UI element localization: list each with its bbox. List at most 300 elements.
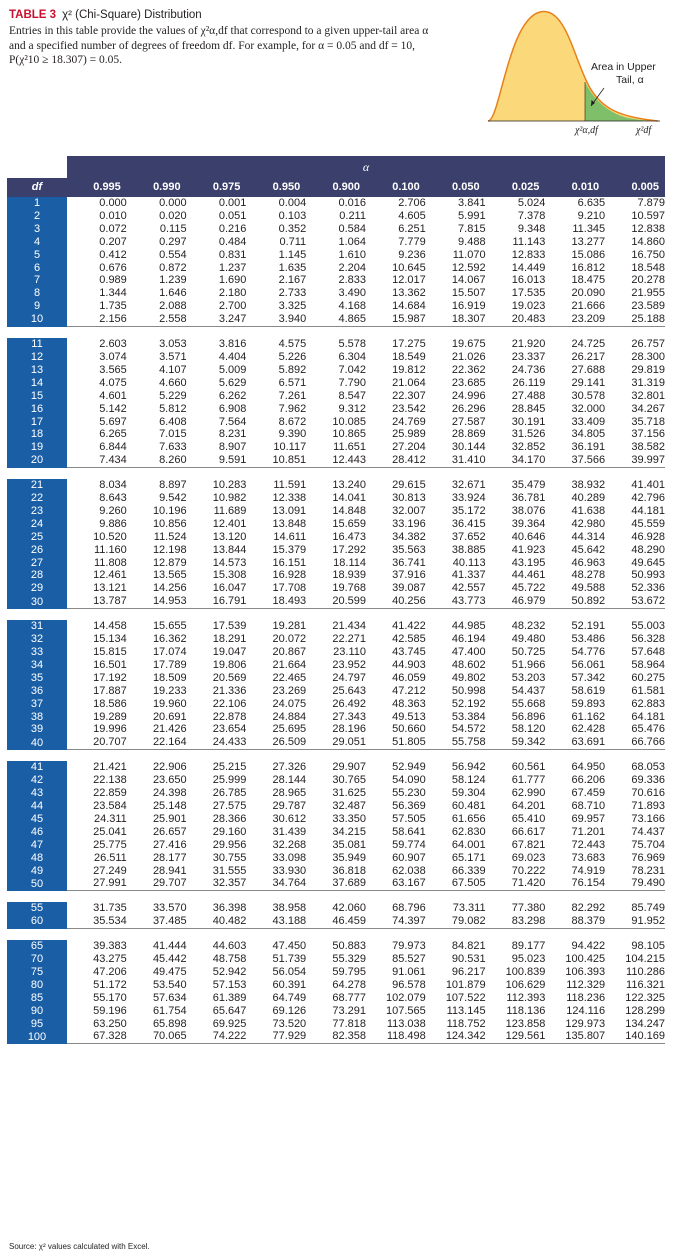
value-cell: 49.802 (451, 671, 486, 684)
value-cell: 61.754 (152, 1004, 187, 1017)
value-cell: 36.398 (212, 902, 247, 915)
value-cell: 67.505 (426, 877, 486, 890)
value-cell: 41.638 (571, 504, 606, 517)
value-cell: 15.815 (93, 646, 127, 658)
table-row (7, 595, 665, 608)
value-cell: 6.304 (338, 350, 366, 363)
value-cell: 9.260 (99, 504, 127, 517)
value-cell: 32.671 (451, 479, 486, 492)
value-cell: 28.177 (152, 851, 187, 864)
chi-square-table (7, 156, 665, 1044)
value-cell: 31.526 (511, 428, 546, 441)
table-row (7, 210, 665, 223)
value-cell: 69.336 (631, 774, 665, 787)
table-row (7, 557, 665, 570)
value-cell: 18.493 (246, 595, 306, 608)
value-cell: 1.646 (159, 287, 187, 300)
value-cell: 11.143 (512, 235, 546, 248)
alpha-column-header: 0.010 (545, 178, 605, 197)
value-cell: 17.275 (392, 338, 426, 351)
table-row (7, 813, 665, 826)
value-cell: 44.181 (631, 504, 665, 517)
value-cell: 15.655 (152, 620, 187, 633)
alpha-column-header: 0.990 (127, 178, 187, 197)
value-cell: 74.919 (571, 864, 606, 877)
table-row (7, 852, 665, 865)
table-row (7, 518, 665, 531)
value-cell: 44.314 (571, 530, 606, 543)
value-cell: 24.736 (511, 363, 546, 376)
table-row (7, 403, 665, 416)
value-cell: 2.167 (278, 274, 307, 287)
value-cell: 0.584 (338, 222, 366, 235)
value-cell: 82.292 (571, 902, 606, 915)
value-cell: 65.410 (511, 812, 546, 825)
value-cell: 0.010 (99, 209, 127, 222)
value-cell: 1.344 (99, 287, 127, 300)
value-cell: 20.867 (272, 646, 307, 658)
value-cell: 82.358 (306, 1030, 366, 1043)
df-cell: 11 (7, 338, 67, 351)
value-cell: 3.053 (159, 338, 187, 351)
value-cell: 21.434 (332, 620, 366, 633)
value-cell: 7.815 (458, 222, 486, 235)
value-cell: 4.075 (99, 376, 127, 389)
value-cell: 129.561 (486, 1030, 546, 1043)
value-cell: 52.949 (392, 761, 426, 774)
value-cell: 55.170 (93, 991, 127, 1004)
value-cell: 0.412 (99, 248, 127, 261)
value-cell: 38.932 (571, 479, 606, 492)
df-cell: 6 (7, 262, 67, 275)
value-cell: 13.121 (93, 582, 127, 595)
value-cell: 65.476 (631, 723, 665, 736)
table-row (7, 249, 665, 262)
df-cell: 95 (7, 1018, 67, 1031)
group-separator (7, 609, 665, 621)
value-cell: 29.907 (332, 761, 366, 774)
table-row (7, 736, 665, 749)
value-cell: 38.582 (631, 441, 665, 454)
value-cell: 69.126 (272, 1004, 307, 1017)
value-cell: 12.461 (93, 569, 127, 582)
value-cell: 107.565 (386, 1004, 426, 1017)
value-cell: 18.509 (152, 671, 187, 684)
table-row (7, 390, 665, 403)
df-cell: 50 (7, 877, 67, 890)
df-cell: 31 (7, 620, 67, 633)
value-cell: 65.171 (451, 851, 486, 864)
value-cell: 25.643 (332, 684, 366, 697)
value-cell: 62.990 (511, 787, 546, 800)
value-cell: 38.958 (272, 902, 307, 915)
value-cell: 1.610 (338, 248, 366, 261)
value-cell: 60.907 (392, 851, 426, 864)
value-cell: 6.571 (278, 376, 307, 389)
value-cell: 41.401 (631, 479, 665, 492)
value-cell: 70.616 (631, 787, 665, 800)
value-cell: 28.412 (366, 454, 426, 467)
value-cell: 64.181 (631, 710, 665, 723)
value-cell: 94.422 (571, 940, 606, 953)
value-cell: 27.688 (571, 363, 606, 376)
value-cell: 23.650 (152, 774, 187, 787)
value-cell: 3.940 (246, 313, 306, 326)
value-cell: 27.343 (332, 710, 366, 723)
value-cell: 20.090 (571, 287, 606, 300)
table-row (7, 531, 665, 544)
value-cell: 22.307 (392, 389, 426, 402)
value-cell: 64.749 (272, 991, 307, 1004)
value-cell: 46.059 (392, 671, 426, 684)
value-cell: 18.939 (332, 569, 366, 582)
value-cell: 3.571 (159, 350, 187, 363)
value-cell: 64.950 (571, 761, 606, 774)
value-cell: 25.148 (152, 799, 187, 812)
value-cell: 62.883 (631, 697, 665, 710)
value-cell: 44.461 (511, 569, 546, 582)
value-cell: 67.821 (511, 838, 546, 851)
value-cell: 18.548 (631, 261, 665, 274)
df-cell: 65 (7, 940, 67, 953)
value-cell: 43.188 (246, 915, 306, 928)
value-cell: 7.633 (159, 441, 187, 454)
table-row (7, 428, 665, 441)
value-cell: 10.597 (631, 209, 665, 222)
df-header: df (7, 178, 67, 197)
df-cell: 55 (7, 902, 67, 915)
value-cell: 77.929 (246, 1030, 306, 1043)
value-cell: 56.896 (511, 710, 546, 723)
value-cell: 27.416 (152, 838, 187, 851)
value-cell: 9.591 (187, 454, 247, 467)
df-cell: 22 (7, 492, 67, 505)
df-cell: 19 (7, 441, 67, 454)
value-cell: 16.750 (631, 248, 665, 261)
value-cell: 24.996 (451, 389, 486, 402)
value-cell: 21.664 (272, 658, 307, 671)
value-cell: 53.384 (451, 710, 486, 723)
value-cell: 27.488 (511, 389, 546, 402)
value-cell: 10.283 (212, 479, 247, 492)
df-cell: 46 (7, 826, 67, 839)
table-row (7, 774, 665, 787)
value-cell: 53.486 (571, 633, 606, 646)
value-cell: 39.087 (392, 582, 426, 595)
value-cell: 13.565 (152, 569, 187, 582)
value-cell: 25.901 (152, 812, 187, 825)
value-cell: 58.964 (631, 658, 665, 671)
value-cell: 68.777 (332, 991, 366, 1004)
value-cell: 29.141 (571, 376, 606, 389)
df-cell: 18 (7, 428, 67, 441)
value-cell: 11.160 (93, 543, 127, 556)
value-cell: 3.247 (187, 313, 247, 326)
value-cell: 16.047 (212, 582, 247, 595)
value-cell: 24.725 (571, 338, 606, 351)
value-cell: 12.592 (451, 261, 486, 274)
value-cell: 33.098 (272, 851, 307, 864)
value-cell: 9.488 (458, 235, 486, 248)
alpha-header-row (7, 156, 665, 178)
value-cell: 8.643 (99, 492, 127, 505)
value-cell: 18.114 (333, 556, 366, 569)
value-cell: 106.629 (505, 978, 546, 991)
value-cell: 35.534 (67, 915, 127, 928)
value-cell: 19.768 (332, 582, 366, 595)
table-row (7, 569, 665, 582)
table-row (7, 351, 665, 364)
value-cell: 110.286 (626, 965, 665, 978)
df-cell: 24 (7, 518, 67, 531)
value-cell: 25.041 (93, 825, 127, 838)
value-cell: 45.442 (152, 953, 187, 966)
value-cell: 56.942 (451, 761, 486, 774)
df-cell: 29 (7, 582, 67, 595)
value-cell: 21.064 (392, 376, 426, 389)
value-cell: 31.555 (212, 864, 247, 877)
value-cell: 38.076 (511, 504, 546, 517)
value-cell: 95.023 (511, 953, 546, 966)
value-cell: 16.812 (571, 261, 606, 274)
value-cell: 5.578 (338, 338, 366, 351)
value-cell: 59.342 (486, 736, 546, 749)
area-label-1: Area in Upper (591, 61, 656, 73)
value-cell: 61.656 (451, 812, 486, 825)
value-cell: 32.007 (392, 504, 426, 517)
value-cell: 39.997 (605, 454, 665, 467)
value-cell: 54.090 (392, 774, 426, 787)
value-cell: 30.755 (212, 851, 247, 864)
value-cell: 19.047 (212, 646, 247, 658)
table-row (7, 197, 665, 210)
df-cell: 25 (7, 531, 67, 544)
value-cell: 51.739 (272, 953, 307, 966)
value-cell: 37.916 (392, 569, 426, 582)
value-cell: 55.329 (332, 953, 366, 966)
value-cell: 12.338 (272, 492, 307, 505)
value-cell: 23.584 (93, 799, 127, 812)
table-row (7, 940, 665, 953)
table-row (7, 711, 665, 724)
value-cell: 55.758 (426, 736, 486, 749)
value-cell: 54.437 (511, 684, 546, 697)
value-cell: 0.103 (278, 209, 307, 222)
value-cell: 1.735 (99, 300, 127, 313)
df-cell: 90 (7, 1005, 67, 1018)
value-cell: 53.203 (511, 671, 546, 684)
table-row (7, 262, 665, 275)
value-cell: 7.790 (338, 376, 366, 389)
value-cell: 21.920 (511, 338, 546, 351)
value-cell: 35.172 (451, 504, 486, 517)
value-cell: 69.925 (212, 1017, 247, 1030)
value-cell: 74.437 (631, 825, 665, 838)
value-cell: 55.003 (631, 620, 665, 633)
value-cell: 64.201 (511, 799, 546, 812)
table-row (7, 1005, 665, 1018)
value-cell: 22.106 (212, 697, 247, 710)
value-cell: 24.797 (332, 671, 366, 684)
value-cell: 9.542 (159, 492, 187, 505)
value-cell: 27.991 (67, 877, 127, 890)
value-cell: 135.807 (545, 1030, 605, 1043)
value-cell: 3.490 (338, 287, 366, 300)
value-cell: 2.733 (278, 287, 307, 300)
value-cell: 8.547 (338, 389, 366, 402)
value-cell: 22.878 (212, 710, 247, 723)
value-cell: 49.513 (392, 710, 426, 723)
value-cell: 0.211 (339, 209, 366, 222)
value-cell: 66.206 (571, 774, 606, 787)
table-row (7, 544, 665, 557)
value-cell: 57.342 (571, 671, 606, 684)
value-cell: 59.304 (451, 787, 486, 800)
value-cell: 7.879 (637, 197, 665, 209)
value-cell: 32.357 (187, 877, 247, 890)
value-cell: 7.378 (517, 209, 546, 222)
alpha-label: α (67, 156, 665, 178)
value-cell: 27.587 (451, 415, 486, 428)
value-cell: 69.957 (571, 812, 606, 825)
table-row (7, 787, 665, 800)
value-cell: 0.554 (159, 248, 187, 261)
value-cell: 38.885 (451, 543, 486, 556)
value-cell: 35.563 (392, 543, 426, 556)
value-cell: 118.236 (566, 991, 606, 1004)
value-cell: 71.201 (571, 825, 606, 838)
value-cell: 29.160 (212, 825, 247, 838)
value-cell: 3.816 (218, 338, 247, 351)
value-cell: 66.339 (451, 864, 486, 877)
table-row (7, 223, 665, 236)
value-cell: 11.808 (93, 556, 127, 569)
value-cell: 12.443 (306, 454, 366, 467)
value-cell: 2.558 (127, 313, 187, 326)
value-cell: 48.758 (212, 953, 247, 966)
value-cell: 6.635 (577, 197, 606, 209)
value-cell: 17.074 (152, 646, 187, 658)
value-cell: 0.676 (99, 261, 127, 274)
value-cell: 5.892 (278, 363, 307, 376)
table-row (7, 992, 665, 1005)
value-cell: 85.749 (631, 902, 665, 915)
value-cell: 65.647 (212, 1004, 247, 1017)
value-cell: 61.162 (571, 710, 606, 723)
df-cell: 3 (7, 223, 67, 236)
df-cell: 32 (7, 633, 67, 646)
value-cell: 9.390 (278, 428, 307, 441)
value-cell: 56.054 (272, 965, 307, 978)
value-cell: 10.856 (152, 517, 187, 530)
value-cell: 77.818 (332, 1017, 366, 1030)
value-cell: 49.645 (631, 556, 665, 569)
df-cell: 17 (7, 416, 67, 429)
value-cell: 0.051 (218, 209, 247, 222)
value-cell: 50.660 (392, 723, 426, 736)
table-row (7, 377, 665, 390)
value-cell: 50.998 (451, 684, 486, 697)
value-cell: 20.599 (306, 595, 366, 608)
value-cell: 2.833 (338, 274, 366, 287)
value-cell: 14.573 (212, 556, 247, 569)
df-cell: 21 (7, 479, 67, 492)
value-cell: 73.683 (571, 851, 606, 864)
df-cell: 43 (7, 787, 67, 800)
value-cell: 2.180 (218, 287, 247, 300)
value-cell: 31.625 (332, 787, 366, 800)
value-cell: 9.312 (338, 402, 366, 415)
value-cell: 13.240 (332, 479, 366, 492)
value-cell: 2.700 (218, 300, 247, 313)
value-cell: 12.017 (392, 274, 426, 287)
value-cell: 9.348 (517, 222, 546, 235)
value-cell: 8.034 (99, 479, 127, 492)
value-cell: 27.575 (212, 799, 247, 812)
value-cell: 73.166 (631, 812, 665, 825)
value-cell: 63.167 (366, 877, 426, 890)
value-cell: 0.072 (99, 222, 127, 235)
table-row (7, 492, 665, 505)
table-row (7, 479, 665, 492)
value-cell: 48.232 (511, 620, 546, 633)
value-cell: 4.404 (218, 350, 247, 363)
alpha-column-header: 0.005 (605, 178, 665, 197)
value-cell: 22.138 (93, 774, 127, 787)
value-cell: 6.265 (99, 428, 127, 441)
df-cell: 16 (7, 403, 67, 416)
table-row (7, 877, 665, 890)
value-cell: 8.231 (218, 428, 247, 441)
value-cell: 124.342 (426, 1030, 486, 1043)
value-cell: 31.439 (272, 825, 307, 838)
value-cell: 116.321 (626, 978, 665, 991)
value-cell: 107.522 (445, 991, 486, 1004)
value-cell: 14.256 (152, 582, 187, 595)
value-cell: 22.465 (272, 671, 307, 684)
alpha-column-header: 0.975 (187, 178, 247, 197)
value-cell: 28.144 (272, 774, 307, 787)
value-cell: 0.000 (99, 197, 127, 209)
value-cell: 34.805 (571, 428, 606, 441)
value-cell: 73.291 (332, 1004, 366, 1017)
group-separator (7, 750, 665, 762)
value-cell: 118.498 (366, 1030, 426, 1043)
value-cell: 2.603 (99, 338, 127, 351)
value-cell: 16.473 (332, 530, 366, 543)
value-cell: 100.425 (565, 953, 606, 966)
alpha-column-header: 0.050 (426, 178, 486, 197)
table-row (7, 698, 665, 711)
value-cell: 12.401 (212, 517, 247, 530)
value-cell: 30.578 (571, 389, 606, 402)
value-cell: 62.428 (571, 723, 606, 736)
value-cell: 57.648 (631, 646, 665, 658)
table-title (9, 9, 459, 21)
df-cell: 75 (7, 966, 67, 979)
df-cell: 1 (7, 197, 67, 210)
value-cell: 74.397 (366, 915, 426, 928)
value-cell: 37.485 (127, 915, 187, 928)
alpha-column-header: 0.900 (306, 178, 366, 197)
value-cell: 33.409 (571, 415, 606, 428)
value-cell: 19.023 (511, 300, 546, 313)
df-cell: 7 (7, 274, 67, 287)
value-cell: 16.919 (451, 300, 486, 313)
value-cell: 29.956 (212, 838, 247, 851)
table-row (7, 236, 665, 249)
value-cell: 52.191 (571, 620, 606, 633)
